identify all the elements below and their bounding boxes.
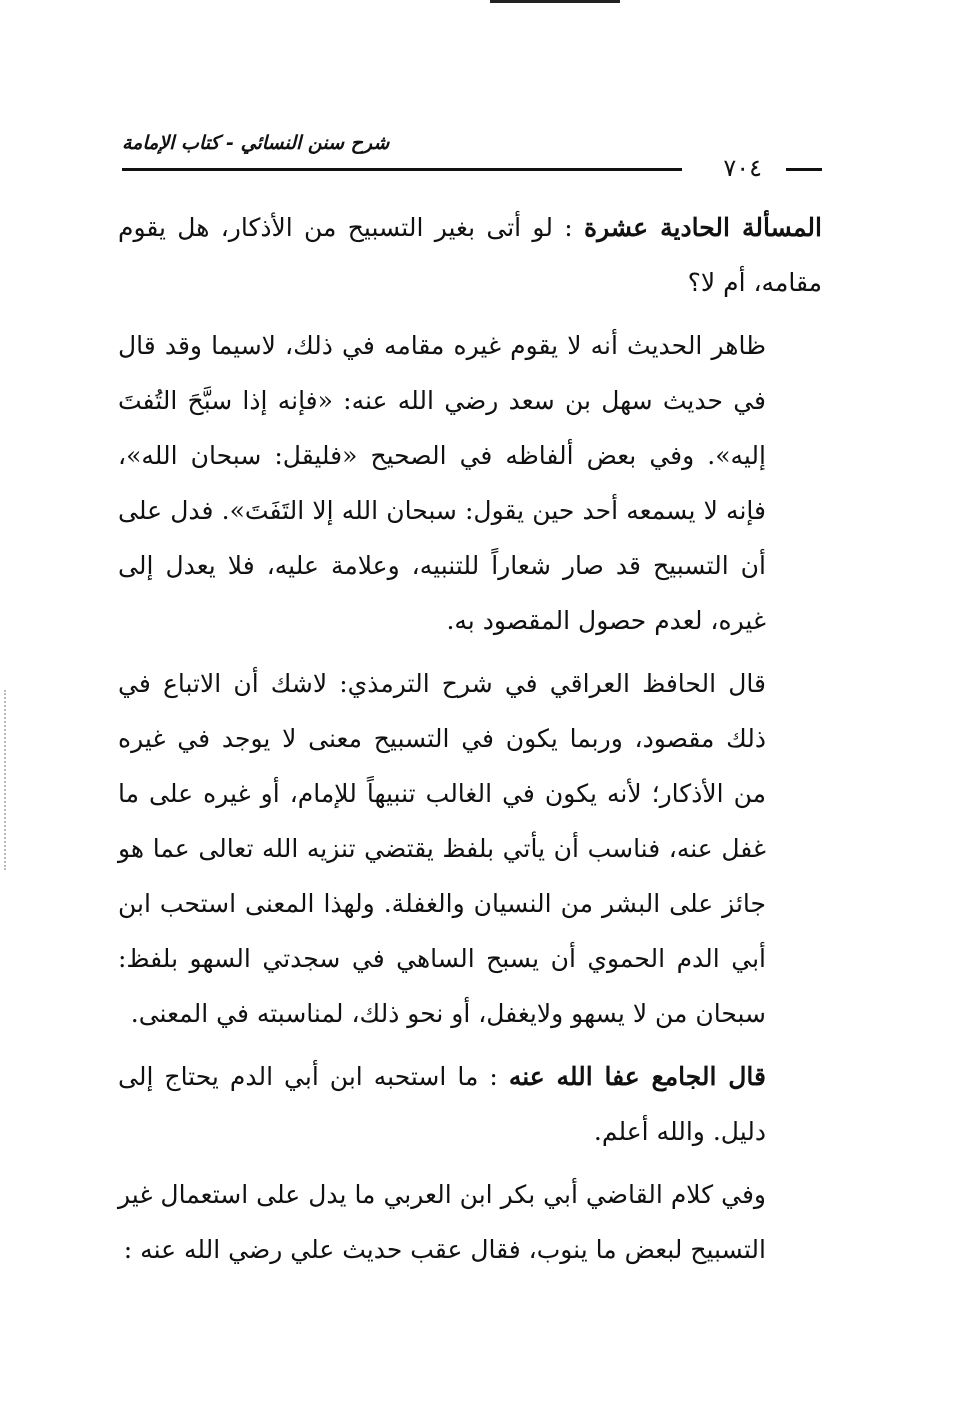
issue-heading: المسألة الحادية عشرة xyxy=(583,213,822,242)
header-dash xyxy=(786,168,822,171)
page-number: ٧٠٤ xyxy=(723,154,762,182)
header-rule xyxy=(122,168,682,171)
paragraph-ibn-arabi: وفي كلام القاضي أبي بكر ابن العربي ما يدل على استعمال غير التسبيح لبعض ما ينوب، فقال عقب حديث علي رضي الله عنه : xyxy=(118,1180,766,1264)
paragraph-hadith-apparent: ظاهر الحديث أنه لا يقوم غيره مقامه في ذلك، لاسيما وقد قال في حديث سهل بن سعد رضي الله عنه: «فإنه إذا سبَّحَ التُفتَ إليه». وفي بعض ألفاظه في الصحيح «فليقل: سبحان الله»، فإنه لا يسمعه أحد حين يقول: سبحان الله إلا التَفَتَ». فدل على أن التسبيح قد صار شعاراً للتنبيه، وعلامة عليه، فلا يعدل إلى غيره، لعدم حصول المقصود به. xyxy=(118,331,766,635)
compiler-text: : ما استحبه ابن أبي الدم يحتاج إلى دليل. والله أعلم. xyxy=(118,1062,766,1146)
scan-margin-artifact xyxy=(4,690,8,870)
top-edge-rule xyxy=(490,0,620,3)
page-header xyxy=(122,128,822,188)
paragraph-iraqi-quote: قال الحافظ العراقي في شرح الترمذي: لاشك أن الاتباع في ذلك مقصود، وربما يكون في التسبيح معنى لا يوجد في غيره من الأذكار؛ لأنه يكون في الغالب تنبيهاً للإمام، أو غيره على ما غفل عنه، فناسب أن يأتي بلفظ يقتضي تنزيه الله تعالى عما هو جائز على البشر من النسيان والغفلة. ولهذا المعنى استحب ابن أبي الدم الحموي أن يسبح الساهي في سجدتي السهو بلفظ: سبحان من لا يسهو ولايغفل، أو نحو ذلك، لمناسبته في المعنى. xyxy=(118,669,766,1028)
paragraph-issue-eleven xyxy=(118,200,822,310)
compiler-heading: قال الجامع عفا الله عنه xyxy=(508,1062,766,1091)
paragraph-compiler-note xyxy=(118,1049,822,1159)
issue-question: : لو أتى بغير التسبيح من الأذكار، هل يقوم مقامه، أم لا؟ xyxy=(118,213,822,297)
running-title: شرح سنن النسائي - كتاب الإمامة xyxy=(122,132,390,154)
page-body xyxy=(118,200,822,1277)
